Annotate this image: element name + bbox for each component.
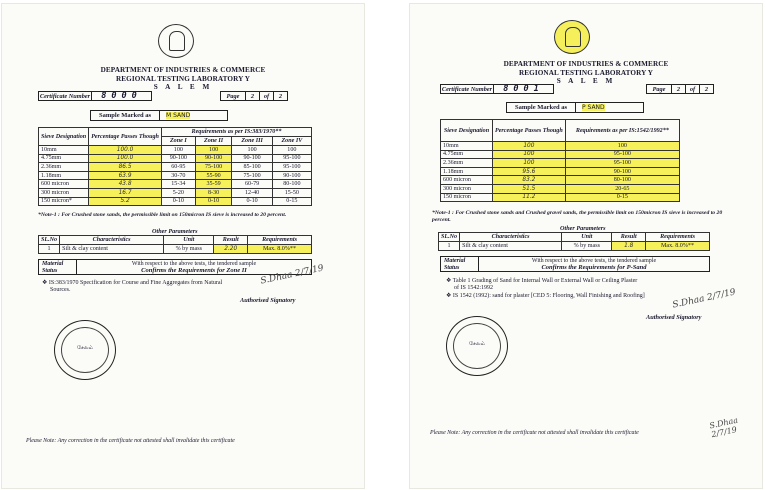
table-row: 300 micron 16.7 5-20 8-30 12-40 15-50 — [39, 188, 312, 197]
table-row: 600 micron 83.2 80-100 — [441, 176, 680, 185]
of-label: of — [260, 91, 274, 101]
table-row: 10mm 100 100 — [441, 142, 680, 151]
material-status-label: Material Status — [441, 257, 479, 271]
lab-city: S A L E M — [556, 77, 616, 85]
status-line-2: Confirms the Requirements for P-Sand — [541, 263, 647, 271]
sample-label: Sample Marked as — [90, 110, 160, 121]
other-parameters-title: Other Parameters — [560, 225, 606, 232]
col-passes: Percentage Passes Though — [89, 128, 162, 146]
of-label: of — [686, 84, 700, 94]
col-passes: Percentage Passes Though — [493, 120, 566, 142]
page-number: 2 — [246, 91, 260, 101]
footer-note: Please Note: Any correction in the certificate not attested shall invalidate this certificate — [26, 438, 235, 444]
lab-name: REGIONAL TESTING LABORATORY Y — [518, 68, 654, 77]
col-result: Result — [214, 236, 248, 245]
lab-seal-stamp: சேலம் — [54, 320, 116, 380]
other-parameters-table — [38, 235, 312, 254]
certificate-number-row — [440, 84, 714, 94]
col-sl: SL.No — [39, 236, 60, 245]
references: ❖ Table 1 Grading of Sand for Internal Wall or External Wall or Ceiling Plaster of IS 1542:1992 ❖ IS 1542 (1992): sand for plaster [CED 5: Flooring, Wall Finishing and Roofing] — [446, 278, 756, 300]
table-row: 300 micron 51.5 20-65 — [441, 184, 680, 193]
certificate-sheet-msand — [2, 4, 364, 488]
col-unit: Unit — [562, 233, 612, 242]
certificate-number-row — [38, 91, 288, 101]
col-zone-3: Zone III — [232, 137, 272, 146]
material-status-label: Material Status — [39, 260, 77, 274]
dept-name: DEPARTMENT OF INDUSTRIES & COMMERCE — [100, 66, 266, 74]
table-row: 600 micron 43.8 15-34 35-59 60-79 80-100 — [39, 180, 312, 189]
col-characteristics: Characteristics — [460, 233, 562, 242]
col-result: Result — [612, 233, 646, 242]
table-row: 4.75mm 100 95-100 — [441, 150, 680, 159]
table-row: 2.36mm 86.5 60-95 75-100 85-100 95-100 — [39, 163, 312, 172]
authorised-signatory: Authorised Signatory — [240, 297, 296, 304]
status-line-2: Confirms the Requirements for Zone II — [141, 266, 247, 274]
material-status — [38, 259, 312, 275]
col-sieve: Sieve Designation — [441, 120, 493, 142]
sieve-analysis-table — [38, 127, 312, 206]
signature: S.Dhaa 2/7/19 — [671, 287, 737, 311]
table-row: 1.18mm 95.6 90-100 — [441, 167, 680, 176]
sample-marked-row — [90, 110, 228, 121]
sample-marked-row — [506, 102, 644, 113]
status-line-1: With respect to the above tests, the tendered sample — [531, 258, 657, 264]
table-row: 150 micron 11.2 0-15 — [441, 193, 680, 202]
col-characteristics: Characteristics — [60, 236, 164, 245]
col-req: Requirements — [248, 236, 312, 245]
dept-name: DEPARTMENT OF INDUSTRIES & COMMERCE — [503, 60, 669, 68]
tamilnadu-emblem-icon — [554, 20, 590, 54]
page-label: Page — [220, 91, 246, 101]
cert-number-value: 8000 — [101, 91, 142, 101]
col-sl: SL.No — [439, 233, 460, 242]
sieve-analysis-table — [440, 119, 680, 202]
col-sieve: Sieve Designation — [39, 128, 89, 146]
footer-signature: S.Dhaa 2/7/19 — [708, 415, 739, 440]
table-row: 1.18mm 63.9 30-70 55-90 75-100 90-100 — [39, 171, 312, 180]
tamilnadu-emblem-icon — [158, 24, 194, 58]
cert-number-value: 8001 — [503, 84, 544, 94]
col-zone-1: Zone I — [161, 137, 195, 146]
reference-2: IS 1542 (1992): sand for plaster [CED 5: Flooring, Wall Finishing and Roofing] — [452, 292, 645, 299]
reference-1: Table 1 Grading of Sand for Internal Wall or External Wall or Ceiling Plaster — [452, 278, 638, 284]
references: ❖ IS:383/1970 Specification for Course and Fine Aggregates from Natural Sources. — [42, 280, 342, 295]
note-1: *Note-1 : For Crushed stone sands and Crushed gravel sands, the permissible limit on 150micron IS sieve is increased to 20 percent. — [432, 210, 723, 223]
page-total: 2 — [274, 91, 288, 101]
col-zone-4: Zone IV — [272, 137, 311, 146]
page-total: 2 — [700, 84, 714, 94]
note-1: *Note-1 : For Crushed stone sands, the permissible limit on 150micron IS sieve is increased to 20 percent. — [38, 212, 287, 218]
sample-value: M SAND — [166, 112, 191, 119]
status-line-1: With respect to the above tests, the tendered sample — [131, 261, 257, 267]
page-label: Page — [646, 84, 672, 94]
table-row: 150 micron* 5.2 0-10 0-10 0-10 0-15 — [39, 197, 312, 206]
footer-note: Please Note: Any correction in the certificate not attested shall invalidate this certificate — [430, 430, 639, 436]
letterhead — [410, 60, 762, 86]
reference-1: IS:383/1970 Specification for Course and Fine Aggregates from Natural — [48, 280, 223, 286]
table-row: 1 Silt & clay content % by mass 1.8 Max. 8.0%** — [439, 242, 710, 251]
cert-number-label: Certificate Number — [39, 92, 91, 100]
sample-label: Sample Marked as — [506, 102, 576, 113]
table-row: 10mm 100.0 100 100 100 100 — [39, 146, 312, 155]
table-row: 4.75mm 100.0 90-100 90-100 90-100 95-100 — [39, 154, 312, 163]
sample-value: P SAND — [582, 104, 605, 111]
authorised-signatory: Authorised Signatory — [646, 314, 702, 321]
reference-1-cont: Sources. — [50, 287, 71, 294]
col-zone-2: Zone II — [195, 137, 232, 146]
col-requirements: Requirements as per IS:383/1970** — [161, 128, 311, 137]
lab-seal-stamp: சேலம் — [446, 316, 508, 376]
table-row: 2.36mm 100 95-100 — [441, 159, 680, 168]
certificate-sheet-psand — [410, 4, 762, 488]
cert-number-label: Certificate Number — [441, 85, 493, 93]
reference-1-cont: of IS 1542:1992 — [454, 285, 493, 292]
table-row: 1 Silt & clay content % by mass 2.20 Max. 8.0%** — [39, 245, 312, 254]
other-parameters-table — [438, 232, 710, 251]
material-status — [440, 256, 710, 272]
col-unit: Unit — [164, 236, 214, 245]
letterhead — [2, 66, 364, 92]
lab-name: REGIONAL TESTING LABORATORY Y — [115, 74, 251, 83]
lab-city: S A L E M — [153, 83, 213, 91]
signature: S.Dhaa 2/7/19 — [259, 263, 325, 287]
other-parameters-title: Other Parameters — [152, 228, 198, 235]
col-req: Requirements — [646, 233, 710, 242]
page-number: 2 — [672, 84, 686, 94]
col-requirements: Requirements as per IS:1542/1992** — [565, 120, 679, 142]
